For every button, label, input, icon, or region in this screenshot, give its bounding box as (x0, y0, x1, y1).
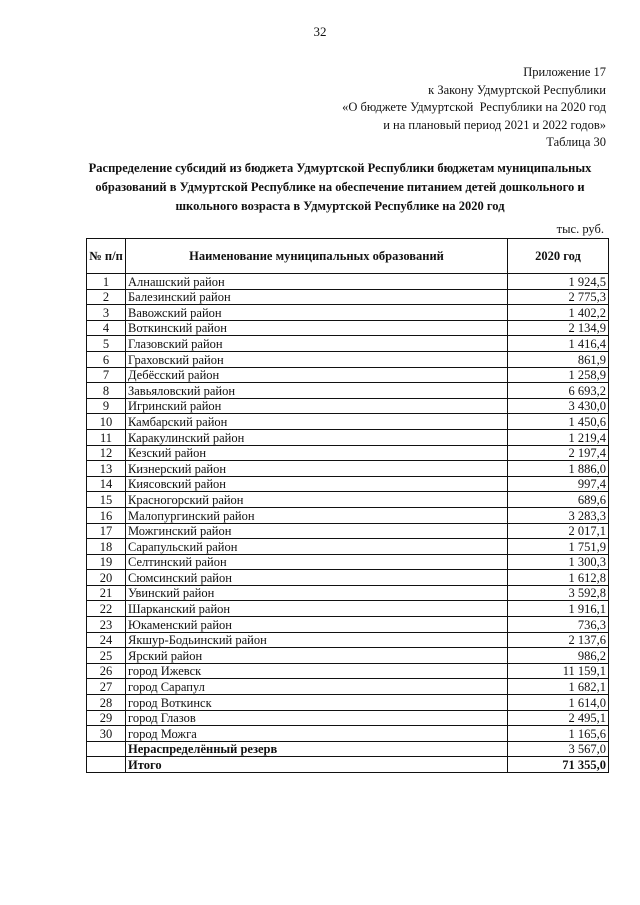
row-name: Сарапульский район (126, 539, 508, 555)
document-title (80, 159, 600, 216)
table-row (87, 336, 609, 352)
table-row (87, 695, 609, 711)
header-name: Наименование муниципальных образований (126, 239, 508, 274)
title-line: Распределение субсидий из бюджета Удмуртской Республики бюджетам муниципальных (88, 161, 592, 175)
table-row (87, 445, 609, 461)
row-num: 19 (87, 554, 126, 570)
row-num: 27 (87, 679, 126, 695)
row-name: город Глазов (126, 710, 508, 726)
table-row (87, 632, 609, 648)
row-num: 23 (87, 617, 126, 633)
table-row (87, 539, 609, 555)
table-row (87, 398, 609, 414)
row-name: город Ижевск (126, 663, 508, 679)
table-row (87, 601, 609, 617)
row-name: Кезский район (126, 445, 508, 461)
table-row (87, 367, 609, 383)
row-num: 11 (87, 429, 126, 445)
row-value: 6 693,2 (508, 383, 609, 399)
table-row (87, 663, 609, 679)
row-value: 2 197,4 (508, 445, 609, 461)
row-num: 2 (87, 289, 126, 305)
table-row (87, 305, 609, 321)
table-row (87, 710, 609, 726)
reserve-name: Нераспределённый резерв (126, 741, 508, 757)
row-name: Можгинский район (126, 523, 508, 539)
total-num (87, 757, 126, 773)
row-name: Глазовский район (126, 336, 508, 352)
row-value: 3 283,3 (508, 507, 609, 523)
row-value: 2 137,6 (508, 632, 609, 648)
row-num: 21 (87, 585, 126, 601)
row-name: Кизнерский район (126, 461, 508, 477)
row-name: Камбарский район (126, 414, 508, 430)
table-header-row (87, 239, 609, 274)
row-value: 3 592,8 (508, 585, 609, 601)
row-num: 6 (87, 351, 126, 367)
row-name: Граховский район (126, 351, 508, 367)
row-name: Сюмсинский район (126, 570, 508, 586)
row-value: 736,3 (508, 617, 609, 633)
row-name: Киясовский район (126, 476, 508, 492)
row-name: Селтинский район (126, 554, 508, 570)
row-name: город Можга (126, 726, 508, 742)
reserve-num (87, 741, 126, 757)
row-num: 24 (87, 632, 126, 648)
title-line: школьного возраста в Удмуртской Республике на 2020 год (175, 199, 505, 213)
title-line: образований в Удмуртской Республике на обеспечение питанием детей дошкольного и (95, 180, 585, 194)
row-num: 1 (87, 274, 126, 290)
row-name: Воткинский район (126, 320, 508, 336)
row-name: Малопургинский район (126, 507, 508, 523)
row-num: 25 (87, 648, 126, 664)
table-row (87, 523, 609, 539)
appendix-line: Приложение 17 (523, 65, 606, 79)
row-value: 1 886,0 (508, 461, 609, 477)
table-row (87, 554, 609, 570)
total-row (87, 757, 609, 773)
row-value: 2 495,1 (508, 710, 609, 726)
table-row (87, 274, 609, 290)
table-body (87, 274, 609, 773)
row-name: Якшур-Бодьинский район (126, 632, 508, 648)
table-row (87, 476, 609, 492)
row-value: 11 159,1 (508, 663, 609, 679)
table-row (87, 320, 609, 336)
row-name: Увинский район (126, 585, 508, 601)
row-name: Шарканский район (126, 601, 508, 617)
reserve-row (87, 741, 609, 757)
row-value: 2 017,1 (508, 523, 609, 539)
row-value: 1 924,5 (508, 274, 609, 290)
row-name: город Сарапул (126, 679, 508, 695)
row-value: 1 219,4 (508, 429, 609, 445)
table-row (87, 648, 609, 664)
row-num: 13 (87, 461, 126, 477)
table-row (87, 726, 609, 742)
row-value: 997,4 (508, 476, 609, 492)
row-value: 1 682,1 (508, 679, 609, 695)
row-value: 1 402,2 (508, 305, 609, 321)
appendix-line: и на плановый период 2021 и 2022 годов» (383, 117, 606, 132)
row-name: Ярский район (126, 648, 508, 664)
row-value: 1 450,6 (508, 414, 609, 430)
row-name: Завьяловский район (126, 383, 508, 399)
units-label: тыс. руб. (556, 222, 604, 236)
row-value: 1 300,3 (508, 554, 609, 570)
row-num: 22 (87, 601, 126, 617)
total-name: Итого (126, 757, 508, 773)
table-row (87, 617, 609, 633)
row-num: 20 (87, 570, 126, 586)
header-num: № п/п (87, 239, 126, 274)
row-value: 689,6 (508, 492, 609, 508)
table-number: Таблица 30 (546, 135, 606, 149)
row-value: 1 751,9 (508, 539, 609, 555)
row-name: Каракулинский район (126, 429, 508, 445)
row-num: 28 (87, 695, 126, 711)
row-num: 15 (87, 492, 126, 508)
row-num: 12 (87, 445, 126, 461)
row-name: город Воткинск (126, 695, 508, 711)
row-value: 1 258,9 (508, 367, 609, 383)
subsidy-table (86, 238, 609, 773)
row-name: Балезинский район (126, 289, 508, 305)
row-value: 1 165,6 (508, 726, 609, 742)
row-num: 8 (87, 383, 126, 399)
row-value: 1 614,0 (508, 695, 609, 711)
row-value: 986,2 (508, 648, 609, 664)
row-value: 1 612,8 (508, 570, 609, 586)
row-num: 17 (87, 523, 126, 539)
row-name: Вавожский район (126, 305, 508, 321)
table-row (87, 461, 609, 477)
row-num: 30 (87, 726, 126, 742)
table-row (87, 585, 609, 601)
row-num: 16 (87, 507, 126, 523)
row-num: 14 (87, 476, 126, 492)
appendix-line: «О бюджете Удмуртской Республики на 2020 год (342, 100, 606, 114)
row-num: 26 (87, 663, 126, 679)
total-value: 71 355,0 (508, 757, 609, 773)
table-row (87, 429, 609, 445)
row-value: 2 134,9 (508, 320, 609, 336)
reserve-value: 3 567,0 (508, 741, 609, 757)
table-row (87, 507, 609, 523)
row-value: 861,9 (508, 351, 609, 367)
row-name: Дебёсский район (126, 367, 508, 383)
table-row (87, 383, 609, 399)
row-value: 1 416,4 (508, 336, 609, 352)
row-num: 9 (87, 398, 126, 414)
table-row (87, 570, 609, 586)
appendix-header (342, 64, 606, 152)
table-row (87, 414, 609, 430)
table-row (87, 679, 609, 695)
page-number: 32 (313, 24, 327, 39)
row-num: 18 (87, 539, 126, 555)
row-num: 10 (87, 414, 126, 430)
row-name: Юкаменский район (126, 617, 508, 633)
row-num: 7 (87, 367, 126, 383)
row-num: 3 (87, 305, 126, 321)
table-row (87, 289, 609, 305)
appendix-line: к Закону Удмуртской Республики (428, 82, 606, 97)
row-name: Красногорский район (126, 492, 508, 508)
row-value: 3 430,0 (508, 398, 609, 414)
row-value: 1 916,1 (508, 601, 609, 617)
table-row (87, 351, 609, 367)
row-value: 2 775,3 (508, 289, 609, 305)
table-row (87, 492, 609, 508)
row-num: 5 (87, 336, 126, 352)
row-num: 4 (87, 320, 126, 336)
header-year: 2020 год (508, 239, 609, 274)
row-name: Игринский район (126, 398, 508, 414)
row-name: Алнашский район (126, 274, 508, 290)
row-num: 29 (87, 710, 126, 726)
